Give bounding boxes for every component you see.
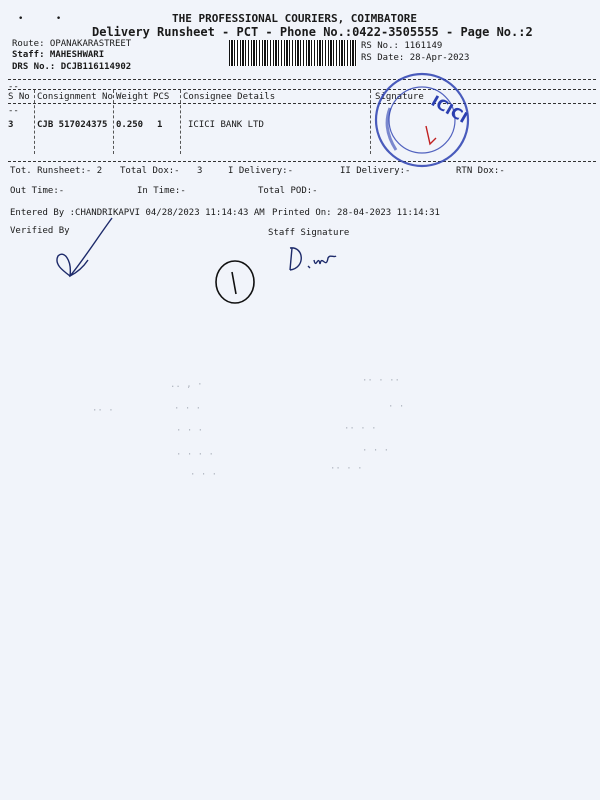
col-header-consignment: Consignment No: [37, 92, 113, 102]
dash-mark: --: [8, 106, 19, 116]
printed-on: Printed On: 28-04-2023 11:14:31: [272, 208, 440, 218]
bleed-through-mark: · · ·: [174, 404, 202, 414]
in-time: In Time:-: [137, 186, 186, 196]
dash-mark: --: [8, 82, 19, 92]
bleed-through-mark: · · ·: [176, 426, 204, 436]
speck-mark: • •: [18, 14, 62, 24]
bleed-through-mark: ·· · ··: [362, 376, 400, 386]
bleed-through-mark: .. , ·: [170, 380, 203, 390]
ii-delivery: II Delivery:-: [340, 166, 411, 176]
tot-runsheet: Tot. Runsheet:- 2: [10, 166, 103, 176]
divider: [8, 89, 596, 90]
total-dox-label: Total Dox:-: [120, 166, 180, 176]
row-consignment: CJB 517024375: [37, 120, 108, 130]
col-header-weight: Weight: [116, 92, 149, 102]
column-divider: [113, 90, 114, 154]
divider: [8, 161, 596, 162]
circle-mark: [212, 258, 258, 306]
rs-date: RS Date: 28-Apr-2023: [361, 53, 470, 63]
row-pcs: 1: [157, 120, 163, 130]
col-header-sno: S No: [8, 92, 30, 102]
col-header-pcs: PCS: [153, 92, 170, 102]
column-divider: [180, 90, 181, 154]
page-title: Delivery Runsheet - PCT - Phone No.:0422-3505555 - Page No.:2: [92, 25, 533, 39]
route-label: Route: OPANAKARASTREET: [12, 39, 132, 49]
row-weight: 0.250: [116, 120, 144, 130]
column-divider: [34, 90, 35, 154]
drs-number: DRS No.: DCJB116114902: [12, 62, 132, 72]
divider: [8, 79, 596, 80]
row-sno: 3: [8, 120, 14, 130]
staff-label: Staff: MAHESHWARI: [12, 50, 105, 60]
out-time: Out Time:-: [10, 186, 65, 196]
bleed-through-mark: ·· · ·: [344, 424, 377, 434]
verified-by: Verified By: [10, 226, 70, 236]
col-header-signature: Signature: [375, 92, 424, 102]
bleed-through-mark: · ·: [388, 402, 405, 412]
staff-signature: [284, 240, 346, 276]
barcode: [229, 40, 357, 66]
rs-number: RS No.: 1161149: [361, 41, 443, 51]
entered-by: Entered By :CHANDRIKAPVI 04/28/2023 11:14:43 AM: [10, 208, 265, 218]
total-pod: Total POD:-: [258, 186, 318, 196]
bleed-through-mark: ·· ·: [92, 406, 114, 416]
bank-stamp: [370, 68, 474, 172]
total-dox-value: 3: [197, 166, 203, 176]
company-name: THE PROFESSIONAL COURIERS, COIMBATORE: [172, 12, 418, 25]
rtn-dox: RTN Dox:-: [456, 166, 505, 176]
bleed-through-mark: · · · ·: [176, 450, 214, 460]
bleed-through-mark: ·· · ·: [330, 464, 363, 474]
i-delivery: I Delivery:-: [228, 166, 294, 176]
staff-signature-label: Staff Signature: [268, 228, 350, 238]
col-header-consignee: Consignee Details: [183, 92, 276, 102]
bleed-through-mark: · · ·: [362, 446, 390, 456]
divider: [8, 103, 596, 104]
verifier-signature: [48, 214, 120, 286]
bleed-through-mark: · · ·: [190, 470, 218, 480]
row-consignee: ICICI BANK LTD: [188, 120, 264, 130]
stamp-text: ICICI: [428, 91, 471, 127]
